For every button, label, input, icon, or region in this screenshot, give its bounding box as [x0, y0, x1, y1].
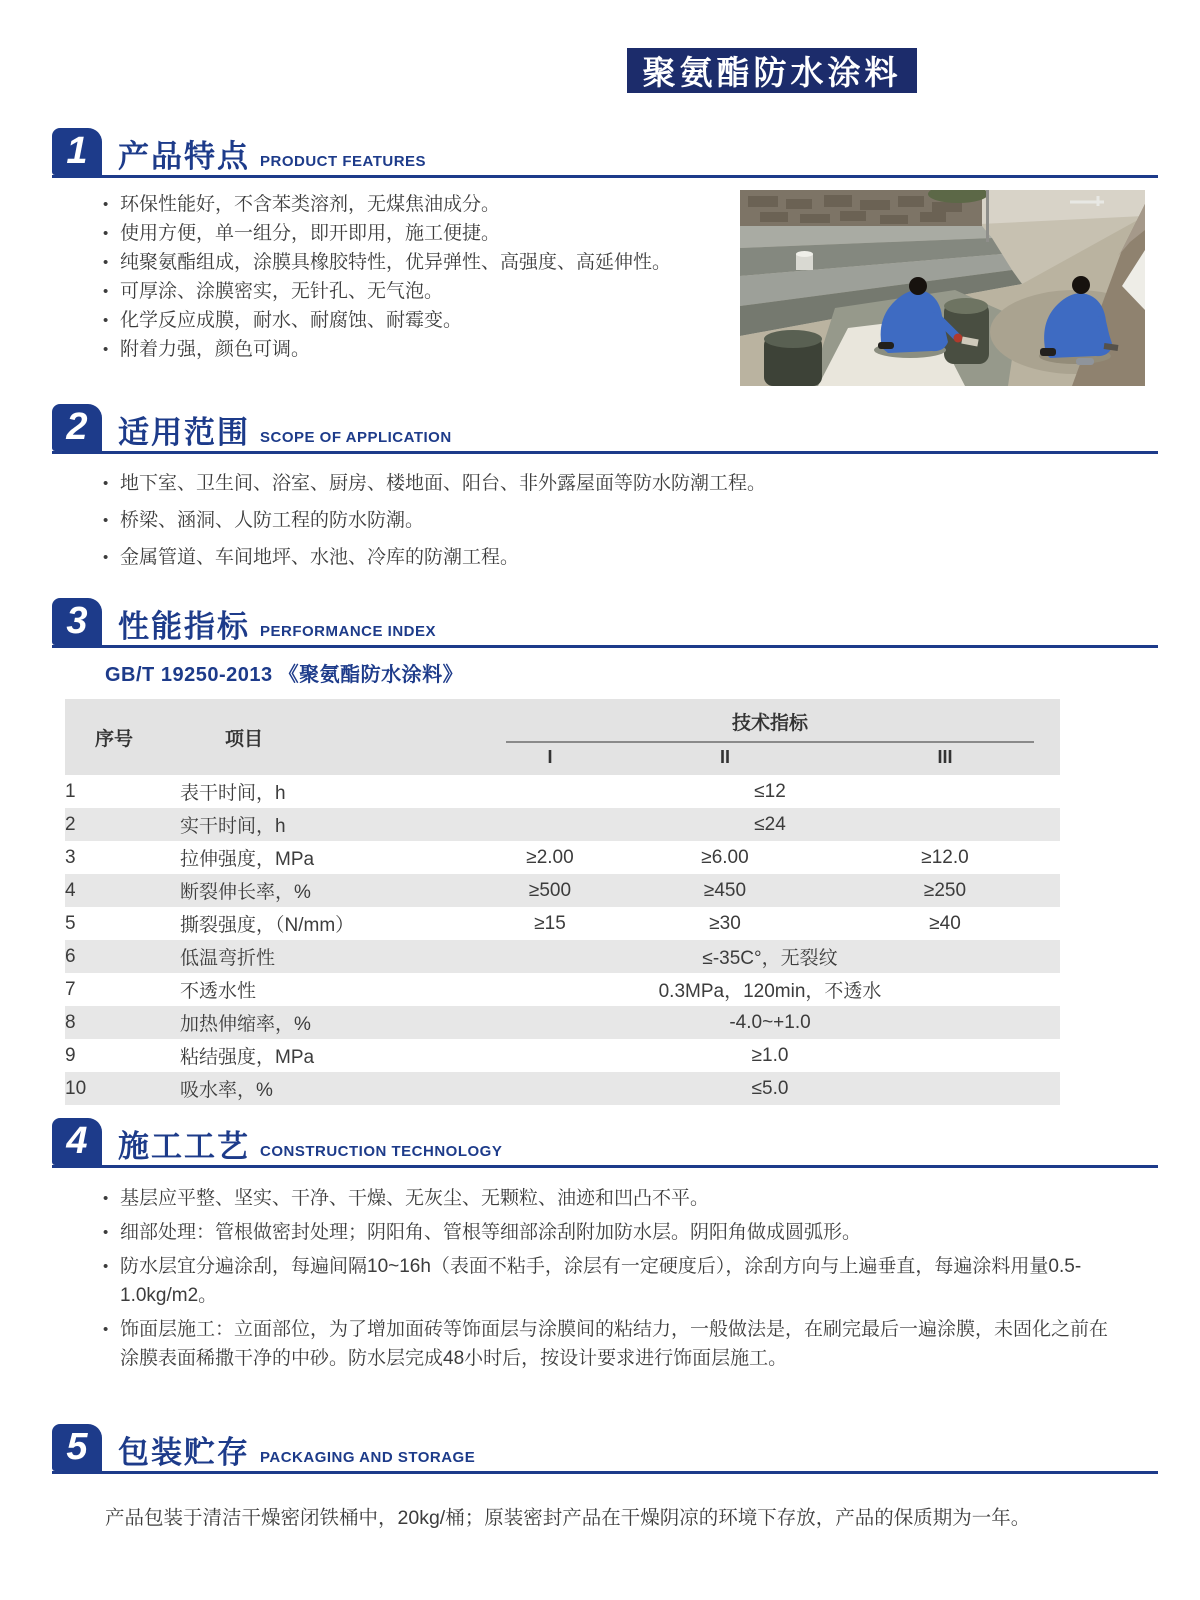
table-cell: 撕裂强度，（N/mm） [180, 915, 355, 936]
table-cell: 5 [65, 912, 76, 934]
grade-header-3: III [830, 743, 1060, 775]
table-cell: 低温弯折性 [180, 948, 276, 969]
table-cell: ≥40 [929, 912, 961, 934]
features-content [52, 190, 1158, 386]
table-cell: ≥500 [528, 879, 572, 901]
section-number-badge: 3 [52, 598, 102, 645]
section-performance [52, 598, 1158, 1105]
section-title: 施工工艺 [118, 1129, 250, 1164]
table-cell: ≥250 [923, 879, 967, 901]
packaging-paragraph: 产品包装于清洁干燥密闭铁桶中，20kg/桶；原装密封产品在干燥阴凉的环境下存放，产品的保质期为一年。 [105, 1507, 1031, 1529]
section-packaging-header [52, 1424, 1158, 1474]
table-cell: 不透水性 [180, 981, 257, 1002]
page-title: 聚氨酯防水涂料 [627, 48, 917, 93]
performance-table [65, 699, 1060, 1105]
section-subtitle: PERFORMANCE INDEX [260, 623, 437, 640]
bullet-item: • 基层应平整、坚实、干净、干燥、无灰尘、无颗粒、油迹和凹凸不平。 [102, 1184, 1117, 1213]
table-header-row [65, 699, 1060, 743]
bullet-item: • 使用方便，单一组分，即开即用，施工便捷。 [102, 219, 690, 248]
table-cell: ≤-35C°，无裂纹 [702, 948, 838, 969]
table-cell: ≥1.0 [751, 1044, 789, 1066]
table-cell: 10 [65, 1077, 87, 1099]
tech-index-label: 技术指标 [506, 699, 1034, 743]
bullet-item: • 细部处理：管根做密封处理；阴阳角、管根等细部涂刮附加防水层。阴阳角做成圆弧形。 [102, 1218, 1117, 1247]
section-title: 性能指标 [118, 609, 250, 644]
table-row [65, 1039, 1060, 1072]
column-header-tech [480, 699, 1060, 743]
section-features [52, 128, 1158, 386]
column-header-item: 项目 [180, 699, 480, 775]
grade-header-2: II [620, 743, 830, 775]
bullet-item: • 纯聚氨酯组成，涂膜具橡胶特性，优异弹性、高强度、高延伸性。 [102, 248, 690, 277]
table-cell: 4 [65, 879, 76, 901]
table-cell: 拉伸强度，MPa [180, 849, 315, 870]
table-row [65, 841, 1060, 874]
section-performance-header [52, 598, 1158, 648]
table-cell: 表干时间，h [180, 783, 286, 804]
bullet-item: • 化学反应成膜，耐水、耐腐蚀、耐霉变。 [102, 306, 690, 335]
section-construction [52, 1118, 1158, 1378]
bullet-item: • 环保性能好，不含苯类溶剂，无煤焦油成分。 [102, 190, 690, 219]
table-cell: ≥2.00 [526, 846, 574, 868]
bullet-item: • 地下室、卫生间、浴室、厨房、楼地面、阳台、非外露屋面等防水防潮工程。 [102, 471, 1158, 497]
section-title: 产品特点 [118, 139, 250, 174]
scope-list [52, 471, 1158, 571]
table-cell: 6 [65, 945, 76, 967]
table-cell: ≥15 [534, 912, 566, 934]
features-list [52, 190, 690, 386]
section-number-badge: 5 [52, 1424, 102, 1471]
table-row [65, 874, 1060, 907]
table-cell: 断裂伸长率，% [180, 882, 311, 903]
table-cell: 0.3MPa，120min，不透水 [658, 981, 882, 1002]
performance-table-body [65, 775, 1060, 1105]
bullet-item: • 桥梁、涵洞、人防工程的防水防潮。 [102, 508, 1158, 534]
table-cell: 粘结强度，MPa [180, 1047, 315, 1068]
table-cell: 7 [65, 978, 76, 1000]
column-header-no: 序号 [65, 699, 180, 775]
table-cell: ≤12 [754, 780, 786, 802]
bullet-item: • 可厚涂、涂膜密实，无针孔、无气泡。 [102, 277, 690, 306]
table-cell: 8 [65, 1011, 76, 1033]
table-cell: ≤5.0 [751, 1077, 789, 1099]
section-subtitle: PACKAGING AND STORAGE [260, 1449, 476, 1466]
table-cell: 加热伸缩率，% [180, 1014, 311, 1035]
workers-coating-roof-illustration [740, 190, 1145, 386]
table-cell: ≥12.0 [921, 846, 969, 868]
table-cell: ≥6.00 [701, 846, 749, 868]
table-row [65, 973, 1060, 1006]
table-row [65, 808, 1060, 841]
grade-header-1: I [480, 743, 620, 775]
section-features-header [52, 128, 1158, 178]
section-subtitle: SCOPE OF APPLICATION [260, 429, 452, 446]
section-title: 适用范围 [118, 415, 250, 450]
table-cell: -4.0~+1.0 [729, 1011, 811, 1033]
bullet-item: • 饰面层施工：立面部位，为了增加面砖等饰面层与涂膜间的粘结力，一般做法是，在刷完最后一遍涂膜，未固化之前在涂膜表面稀撒干净的中砂。防水层完成48小时后，按设计要求进行饰面层施工。 [102, 1315, 1117, 1373]
section-subtitle: PRODUCT FEATURES [260, 153, 427, 170]
table-row [65, 1006, 1060, 1039]
table-row [65, 907, 1060, 940]
construction-list [52, 1184, 1117, 1373]
table-cell: ≤24 [754, 813, 786, 835]
section-scope-header [52, 404, 1158, 454]
table-cell: ≥450 [703, 879, 747, 901]
section-packaging [52, 1424, 1158, 1532]
table-row [65, 775, 1060, 808]
bullet-item: • 金属管道、车间地坪、水池、冷库的防潮工程。 [102, 545, 1158, 571]
section-number-badge: 4 [52, 1118, 102, 1165]
table-cell: 吸水率，% [180, 1080, 273, 1101]
section-scope [52, 404, 1158, 582]
section-construction-header [52, 1118, 1158, 1168]
section-number-badge: 2 [52, 404, 102, 451]
table-cell: 3 [65, 846, 76, 868]
bullet-item: • 附着力强，颜色可调。 [102, 335, 690, 364]
product-photo [740, 190, 1145, 386]
section-subtitle: CONSTRUCTION TECHNOLOGY [260, 1143, 503, 1160]
table-cell: 1 [65, 780, 76, 802]
table-cell: 2 [65, 813, 76, 835]
standard-reference: GB/T 19250-2013 《聚氨酯防水涂料》 [105, 664, 464, 686]
table-row [65, 940, 1060, 973]
table-cell: ≥30 [709, 912, 741, 934]
bullet-item: • 防水层宜分遍涂刮，每遍间隔10~16h（表面不粘手，涂层有一定硬度后），涂刮方向与上遍垂直，每遍涂料用量0.5-1.0kg/m2。 [102, 1252, 1117, 1310]
table-cell: 实干时间，h [180, 816, 286, 837]
table-row [65, 1072, 1060, 1105]
section-title: 包装贮存 [118, 1435, 250, 1470]
section-number-badge: 1 [52, 128, 102, 175]
table-cell: 9 [65, 1044, 76, 1066]
